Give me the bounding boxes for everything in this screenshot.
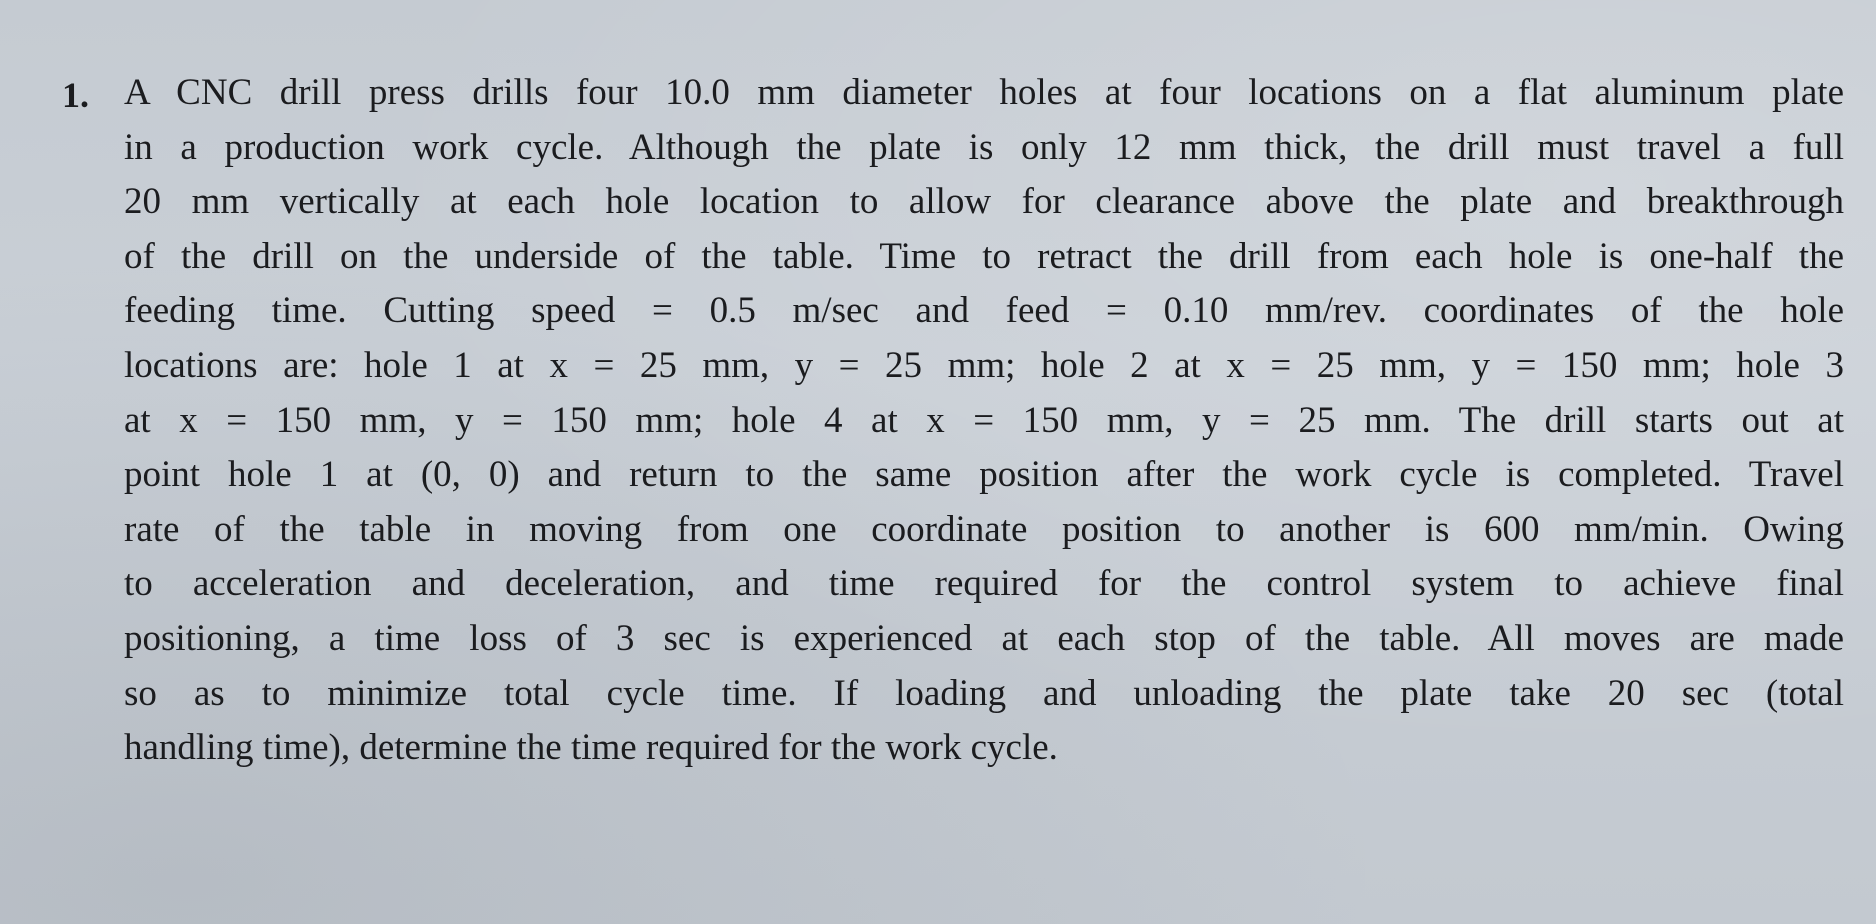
- question-line: positioning, a time loss of 3 sec is experienced at each stop of the table. All moves are made: [124, 617, 1844, 659]
- question-text: [124, 66, 1844, 776]
- question-line: so as to minimize total cycle time. If loading and unloading the plate take 20 sec (total: [124, 672, 1844, 714]
- question-line: rate of the table in moving from one coordinate position to another is 600 mm/min. Owing: [124, 508, 1844, 550]
- question-number: 1.: [62, 75, 89, 115]
- question-line: 20 mm vertically at each hole location to allow for clearance above the plate and breakthrough: [124, 181, 1844, 223]
- question-line: in a production work cycle. Although the plate is only 12 mm thick, the drill must travel a full: [124, 126, 1844, 168]
- question-line: A CNC drill press drills four 10.0 mm diameter holes at four locations on a flat aluminum plate: [124, 72, 1844, 113]
- question-line: handling time), determine the time required for the work cycle.: [124, 727, 1058, 769]
- question-line: of the drill on the underside of the table. Time to retract the drill from each hole is one-half the: [124, 235, 1844, 277]
- question-line: to acceleration and deceleration, and time required for the control system to achieve final: [124, 563, 1844, 605]
- question-line: locations are: hole 1 at x = 25 mm, y = 25 mm; hole 2 at x = 25 mm, y = 150 mm; hole 3: [124, 344, 1844, 386]
- question-line: point hole 1 at (0, 0) and return to the same position after the work cycle is completed. Travel: [124, 454, 1844, 496]
- question-line: at x = 150 mm, y = 150 mm; hole 4 at x = 150 mm, y = 25 mm. The drill starts out at: [124, 399, 1844, 441]
- question-line: feeding time. Cutting speed = 0.5 m/sec and feed = 0.10 mm/rev. coordinates of the hole: [124, 290, 1844, 332]
